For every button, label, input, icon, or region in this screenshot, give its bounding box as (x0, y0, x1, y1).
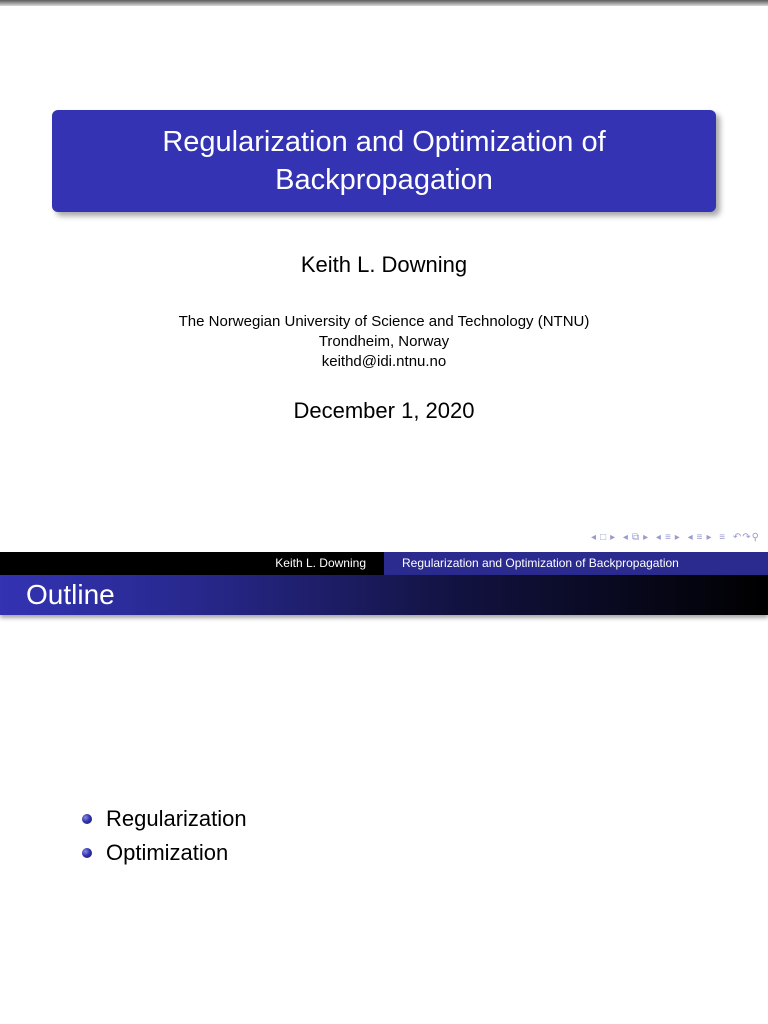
beamer-navigation-bar (588, 532, 760, 543)
headline-bar (0, 552, 768, 575)
subsection-next-icon[interactable]: ▸ (643, 532, 650, 543)
section-prev-icon[interactable]: ◂ (655, 532, 662, 543)
doc-prev-icon[interactable]: ◂ (687, 532, 694, 543)
section-icon[interactable]: ≡ (664, 532, 672, 543)
frame-next-icon[interactable]: ▸ (610, 532, 617, 543)
frame-icon[interactable]: □ (600, 532, 608, 543)
list-item[interactable] (82, 802, 247, 836)
doc-next-icon[interactable]: ▸ (706, 532, 713, 543)
outline-item-label: Regularization (106, 806, 247, 831)
presentation-date: December 1, 2020 (293, 398, 475, 423)
search-back-icon[interactable]: ↶↷⚲ (732, 532, 760, 543)
bullet-ball-icon (82, 814, 92, 824)
institute-block (0, 312, 768, 372)
frame-prev-icon[interactable]: ◂ (591, 532, 598, 543)
author-email: keithd@idi.ntnu.no (321, 353, 447, 370)
title-slide (0, 6, 768, 551)
headline-author: Keith L. Downing (275, 556, 366, 570)
presentation-title: Regularization and Optimization of Backpropagation (162, 126, 606, 196)
doc-icon[interactable]: ≡ (696, 532, 704, 543)
subsection-icon[interactable]: ⧉ (631, 532, 641, 543)
frame-title: Outline (26, 579, 115, 610)
title-box (52, 110, 716, 212)
list-item[interactable] (82, 836, 247, 870)
author-name: Keith L. Downing (300, 252, 468, 277)
subsection-prev-icon[interactable]: ◂ (622, 532, 629, 543)
institute-name: The Norwegian University of Science and Technology (NTNU) (178, 313, 590, 330)
headline-title: Regularization and Optimization of Backpropagation (384, 552, 768, 575)
outline-list (82, 802, 247, 870)
bullet-ball-icon (82, 848, 92, 858)
institute-location: Trondheim, Norway (318, 333, 450, 350)
frame-title-bar (0, 575, 768, 615)
outline-item-label: Optimization (106, 840, 229, 865)
toc-icon[interactable]: ≡ (719, 532, 727, 543)
section-next-icon[interactable]: ▸ (674, 532, 681, 543)
